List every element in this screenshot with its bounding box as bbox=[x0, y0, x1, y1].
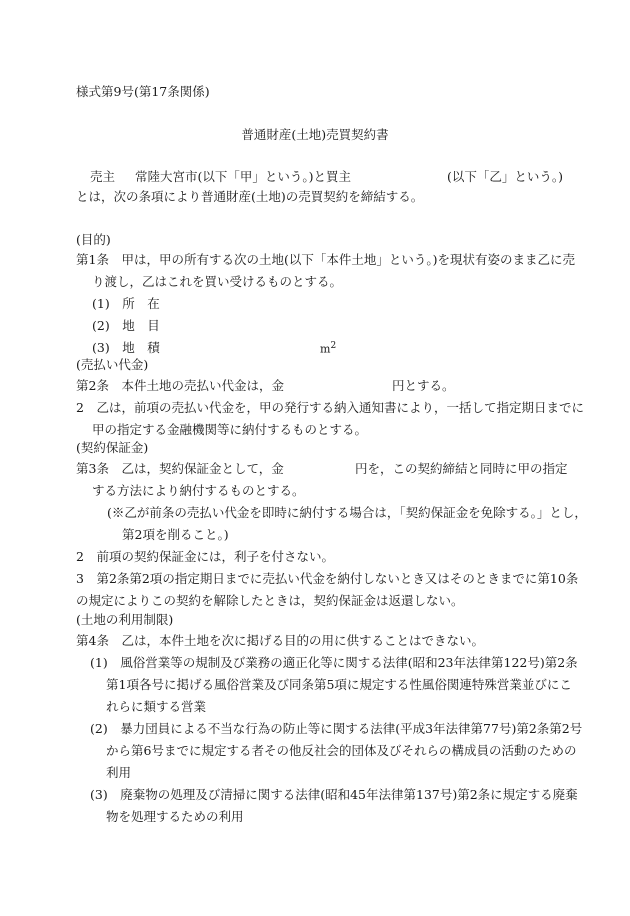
seller-label: 売主 bbox=[90, 169, 116, 184]
art1-item-2: (2) 地 目 bbox=[92, 318, 160, 333]
form-number: 様式第9号(第17条関係) bbox=[76, 84, 210, 99]
art4-item-1-line-2: 第1項各号に掲げる風俗営業及び同条第5項に規定する性風俗関連特殊営業並びにこ bbox=[106, 677, 572, 692]
art3-p3-line-1: 3 第2条第2項の指定期日までに売払い代金を納付しないとき又はそのときまでに第10条 bbox=[76, 571, 579, 586]
art2-p2-line-1: 2 乙は，前項の売払い代金を，甲の発行する納入通知書により，一括して指定期日までに bbox=[76, 400, 584, 415]
art2-p2-line-2: 甲の指定する金融機関等に納付するものとする。 bbox=[92, 422, 368, 437]
art1-item-3: (3) 地 積 bbox=[92, 340, 160, 355]
art3-line-1a: 第3条 乙は，契約保証金として，金 bbox=[76, 461, 284, 476]
art3-note-2: 第2項を削ること。) bbox=[122, 527, 229, 542]
art3-line-2: する方法により納付するものとする。 bbox=[92, 483, 305, 498]
art3-note-1: (※乙が前条の売払い代金を即時に納付する場合は，「契約保証金を免除する。」とし， bbox=[107, 505, 587, 520]
art1-line-1: 第1条 甲は，甲の所有する次の土地(以下「本件土地」という。)を現状有姿のまま乙に売 bbox=[76, 252, 575, 267]
art2-line-1a: 第2条 本件土地の売払い代金は，金 bbox=[76, 378, 284, 393]
area-unit: $m^2$ bbox=[320, 341, 337, 356]
art4-item-1-line-3: れらに類する営業 bbox=[106, 699, 207, 714]
document-title: 普通財産(土地)売買契約書 bbox=[241, 127, 389, 142]
art1-line-2: り渡し，乙はこれを買い受けるものとする。 bbox=[92, 274, 343, 289]
art1-heading: (目的) bbox=[76, 232, 111, 247]
art4-heading: (土地の利用制限) bbox=[76, 612, 174, 627]
art3-p3-line-2: の規定によりこの契約を解除したときは，契約保証金は返還しない。 bbox=[76, 593, 464, 608]
art4-item-2-line-2: から第6号までに規定する者その他反社会的団体及びそれらの構成員の活動のための bbox=[106, 743, 577, 758]
art3-heading: (契約保証金) bbox=[76, 440, 149, 455]
art4-item-3-line-1: (3) 廃棄物の処理及び清掃に関する法律(昭和45年法律第137号)第2条に規定する廃棄 bbox=[90, 787, 578, 802]
art4-line-1: 第4条 乙は，本件土地を次に掲げる目的の用に供することはできない。 bbox=[76, 633, 484, 648]
art2-line-1b: 円とする。 bbox=[392, 378, 455, 393]
art4-item-2-line-3: 利用 bbox=[106, 765, 132, 780]
art1-item-1: (1) 所 在 bbox=[92, 296, 160, 311]
intro-line-2: とは，次の条項により普通財産(土地)の売買契約を締結する。 bbox=[76, 189, 424, 204]
art4-item-2-line-1: (2) 暴力団員による不当な行為の防止等に関する法律(平成3年法律第77号)第2条第2号 bbox=[90, 721, 583, 736]
art3-p2: 2 前項の契約保証金には，利子を付さない。 bbox=[76, 549, 334, 564]
seller-text: 常陸大宮市(以下「甲」という。)と買主 bbox=[135, 169, 352, 184]
art2-heading: (売払い代金) bbox=[76, 357, 149, 372]
art4-item-1-line-1: (1) 風俗営業等の規制及び業務の適正化等に関する法律(昭和23年法律第122号)第2条 bbox=[90, 655, 578, 670]
art3-line-1b: 円を，この契約締結と同時に甲の指定 bbox=[355, 461, 568, 476]
art4-item-3-line-2: 物を処理するための利用 bbox=[106, 809, 244, 824]
buyer-text: (以下「乙」という。) bbox=[447, 169, 564, 184]
